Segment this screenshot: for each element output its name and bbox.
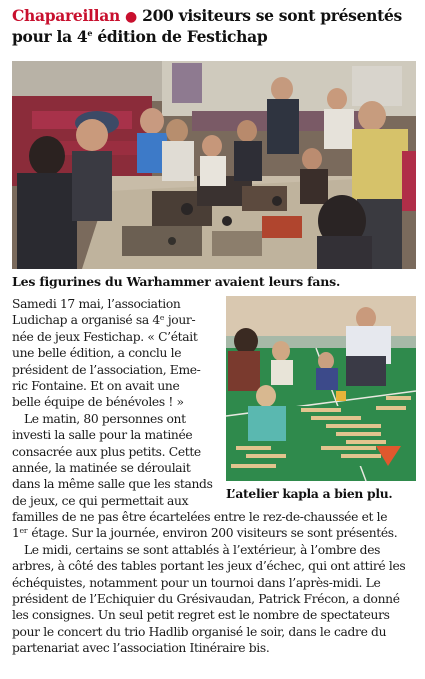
body-line: Samedi 17 mai, l’association: [12, 297, 181, 311]
body-line: échéquistes, notamment pour un tournoi dans l’après-midi. Le: [12, 575, 381, 590]
body-line: Ludichap a organisé sa 4ᵉ jour-: [12, 313, 196, 328]
body-line: dans la même salle que les stands: [12, 477, 213, 492]
body-line: président de l’Echiquier du Grésivaudan, Patrick Frécon, a donné: [12, 591, 400, 606]
body-line: année, la matinée se déroulait: [12, 460, 191, 475]
body-line: consacrée aux plus petits. Cette: [12, 444, 201, 459]
body-line: de jeux, ce qui permettait aux: [12, 493, 189, 508]
headline: [12, 6, 412, 46]
body-line: une belle édition, a conclu le: [12, 346, 182, 361]
body-line: pour le concert du trio Hadlib organisé le soir, dans le cadre du: [12, 624, 387, 639]
headline-title-sup: e: [87, 27, 93, 38]
body-line: arbres, à côté des tables portant les jeux d’échec, qui ont attiré les: [12, 559, 406, 574]
photo-kapla: [226, 296, 416, 481]
body-line: 1ᵉʳ étage. Sur la journée, environ 200 visiteurs se sont présentés.: [12, 526, 398, 541]
bullet-icon: ●: [125, 9, 137, 25]
headline-kicker: Chapareillan: [12, 6, 120, 25]
body-column-wide: [12, 509, 416, 657]
body-line: Le matin, 80 personnes ont: [12, 411, 186, 426]
headline-title-line2-pre: pour la 4: [12, 27, 88, 46]
body-line: partenariat avec l’association Itinéraire bis.: [12, 641, 270, 656]
photo-kapla-caption: L’atelier kapla a bien plu.: [226, 486, 393, 501]
body-line: ric Fontaine. Et on avait une: [12, 378, 180, 393]
body-line: belle équipe de bénévoles ! »: [12, 395, 184, 410]
headline-title-line1: 200 visiteurs se sont présentés: [142, 6, 402, 25]
body-line: Le midi, certains se sont attablés à l’extérieur, à l’ombre des: [12, 542, 381, 557]
body-column-narrow: [12, 296, 222, 509]
body-line: née de jeux Festichap. « C’était: [12, 329, 198, 344]
photo-warhammer-caption: Les figurines du Warhammer avaient leurs fans.: [12, 274, 341, 289]
body-line: investi la salle pour la matinée: [12, 428, 193, 443]
headline-title-line2-post: édition de Festichap: [92, 27, 268, 46]
body-line: les consignes. Un seul petit regret est le nombre de spectateurs: [12, 608, 390, 623]
photo-warhammer: [12, 61, 416, 269]
body-line: président de l’association, Eme-: [12, 362, 201, 377]
body-line: familles de ne pas être écartelées entre le rez-de-chaussée et le: [12, 510, 388, 524]
